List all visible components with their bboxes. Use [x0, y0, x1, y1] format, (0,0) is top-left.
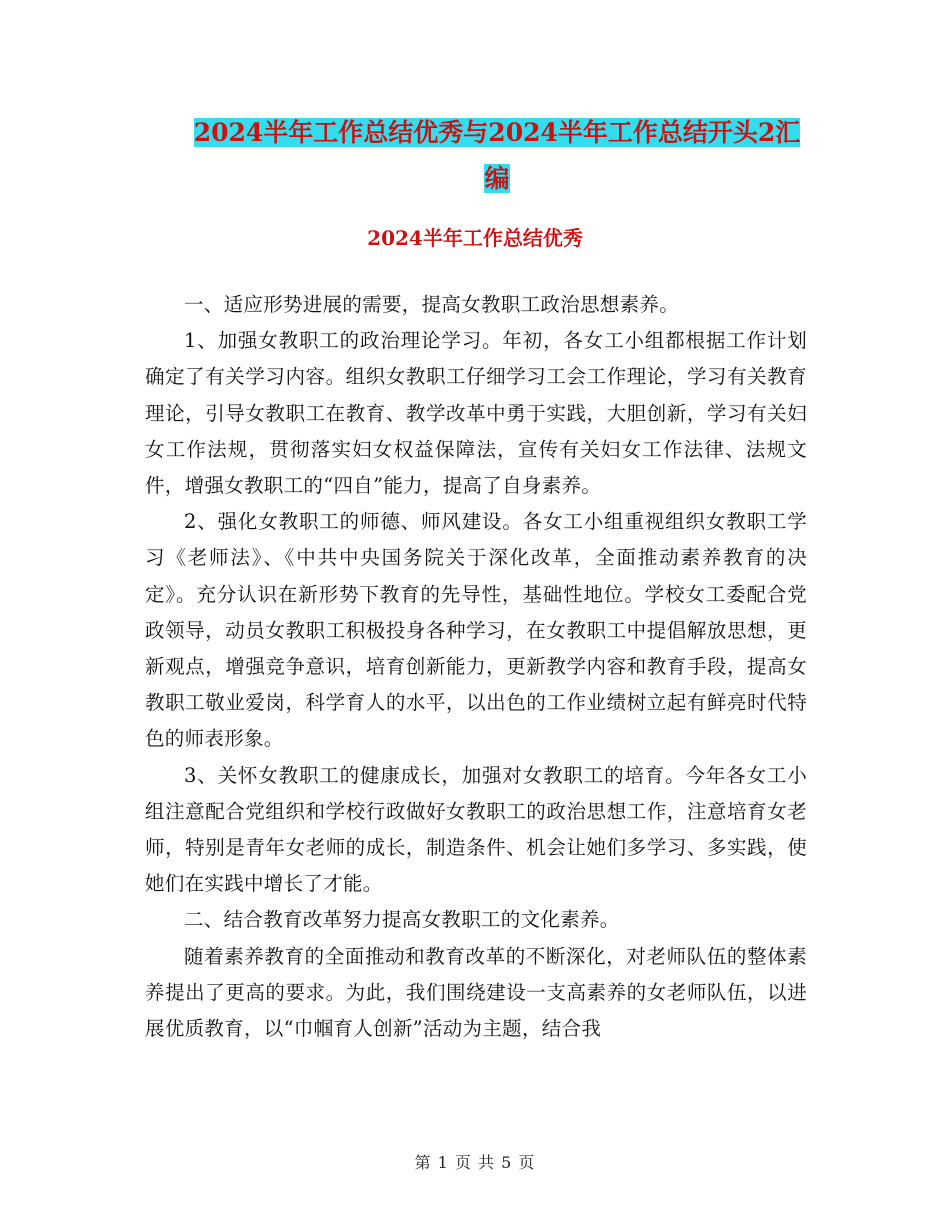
section-title: 2024半年工作总结优秀 — [367, 226, 583, 250]
paragraph: 二、结合教育改革努力提高女教职工的文化素养。 — [184, 908, 620, 932]
document-body — [145, 287, 807, 1047]
page-footer: 第 1 页 共 5 页 — [414, 1153, 536, 1172]
paragraph: 3、关怀女教职工的健康成长，加强对女教职工的培育。今年各女工小组注意配合党组织和学校行政做好女教职工的政治思想工作，注意培育女老师，特别是青年女老师的成长，制造条件、机会让她们多学习、多实践，使她们在实践中增长了才能。 — [145, 763, 807, 896]
document-title — [186, 110, 808, 202]
paragraph: 2、强化女教职工的师德、师风建设。各女工小组重视组织女教职工学习《老师法》、《中共中央国务院关于深化改革，全面推动素养教育的决定》。充分认识在新形势下教育的先导性，基础性地位。学校女工委配合党政领导，动员女教职工积极投身各种学习，在女教职工中提倡解放思想，更新观点，增强竞争意识，培育创新能力，更新教学内容和教育手段，提高女教职工敬业爱岗，科学育人的水平，以出色的工作业绩树立起有鲜亮时代特色的师表形象。 — [145, 510, 807, 751]
paragraph: 1、加强女教职工的政治理论学习。年初，各女工小组都根据工作计划确定了有关学习内容。组织女教职工仔细学习工会工作理论，学习有关教育理论，引导女教职工在教育、教学改革中勇于实践，大胆创新，学习有关妇女工作法规，贯彻落实妇女权益保障法，宣传有关妇女工作法律、法规文件，增强女教职工的“四自”能力，提高了自身素养。 — [145, 329, 807, 498]
paragraph: 随着素养教育的全面推动和教育改革的不断深化，对老师队伍的整体素养提出了更高的要求。为此，我们围绕建设一支高素养的女老师队伍，以进展优质教育，以“巾帼育人创新”活动为主题，结合我 — [145, 944, 807, 1041]
paragraph: 一、适应形势进展的需要，提高女教职工政治思想素养。 — [184, 293, 680, 316]
document-title-text: 2024半年工作总结优秀与2024半年工作总结开头2汇编 — [193, 118, 801, 193]
